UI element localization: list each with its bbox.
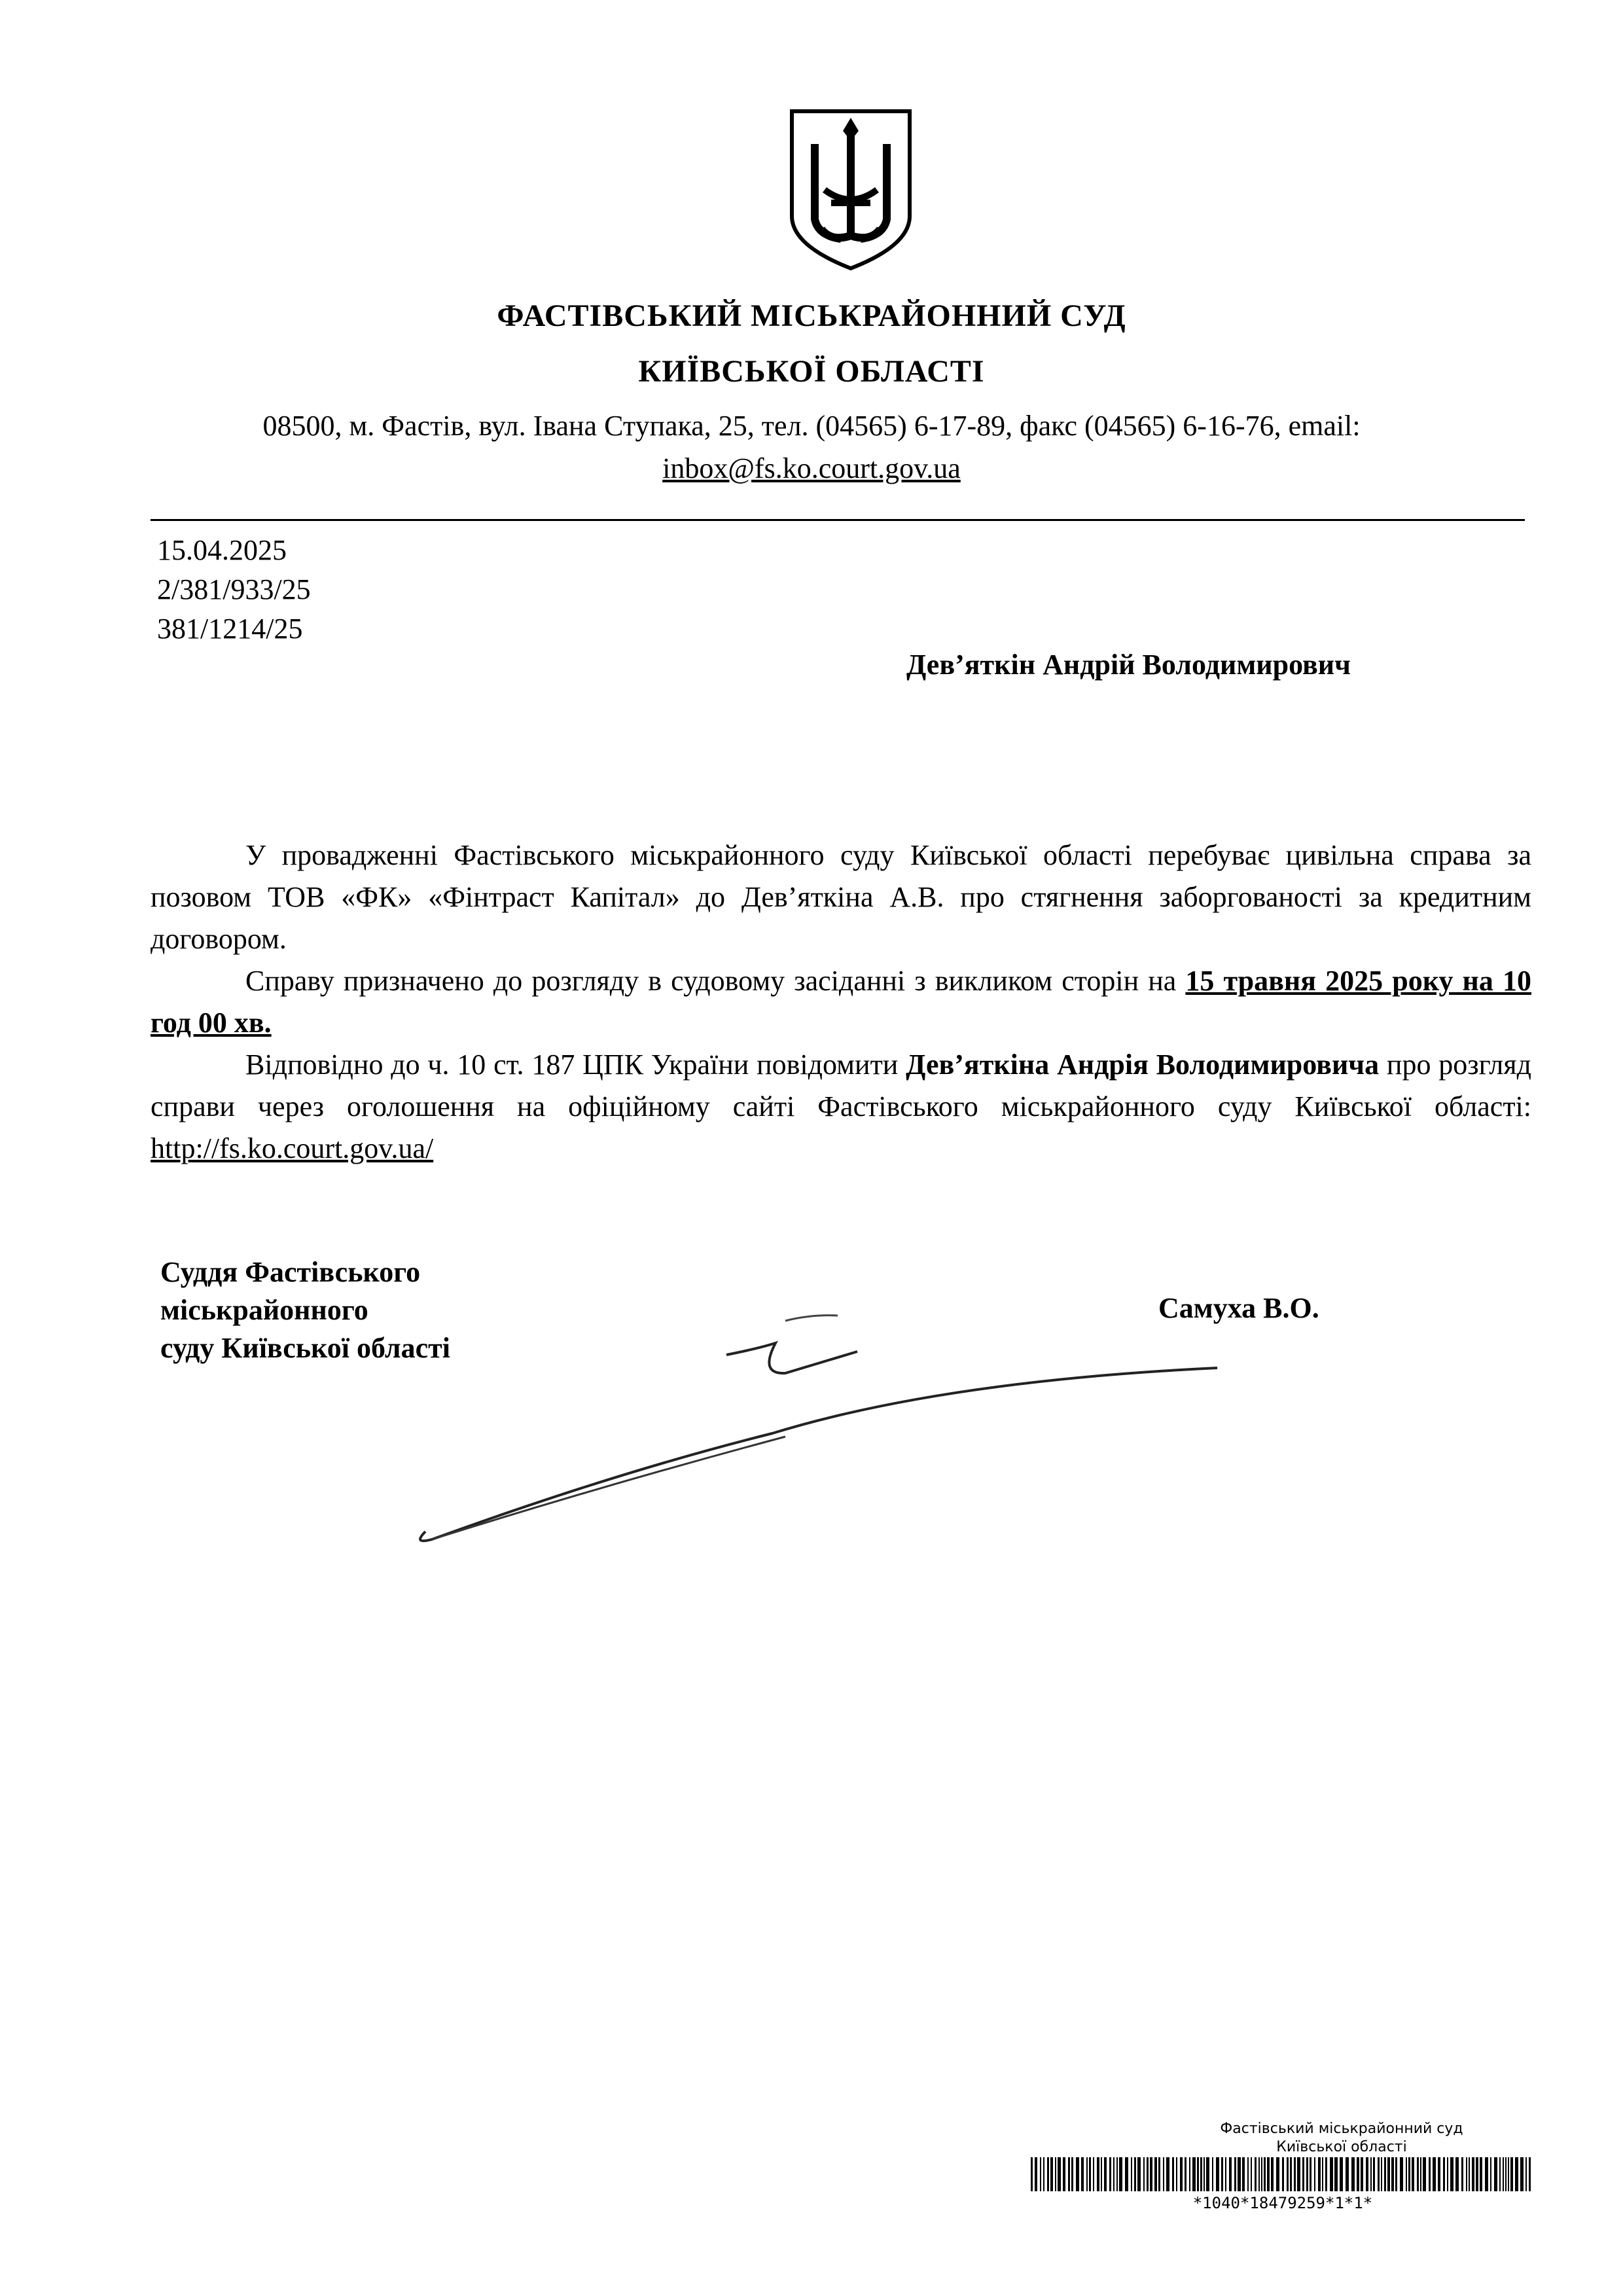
paragraph-3	[151, 1044, 1531, 1170]
handwritten-signature	[419, 1296, 1237, 1571]
document-date: 15.04.2025	[157, 534, 287, 566]
court-name-line1: ФАСТІВСЬКИЙ МІСЬКРАЙОННИЙ СУД	[497, 298, 1126, 333]
judge-title-line3: суду Київської області	[160, 1332, 450, 1364]
coat-of-arms-icon	[785, 105, 916, 272]
paragraph-3-pre: Відповідно до ч. 10 ст. 187 ЦПК України повідомити	[245, 1049, 906, 1081]
email-link[interactable]: inbox@fs.ko.court.gov.ua	[662, 452, 961, 484]
email-line	[0, 452, 1623, 485]
stamp-line1: Фастівський міськрайонний суд	[1220, 2121, 1463, 2137]
paragraph-3-post: про розгляд справи через оголошення на офіційному сайті Фастівського міськрайонного суду Київської області:	[151, 1049, 1532, 1122]
defendant-name: Дев’яткіна Андрія Володимировича	[906, 1049, 1380, 1081]
court-address: 08500, м. Фастів, вул. Івана Ступака, 25, тел. (04565) 6-17-89, факс (04565) 6-16-76, email:	[262, 410, 1361, 442]
judge-title-line2: міськрайонного	[160, 1294, 368, 1326]
paragraph-2	[151, 960, 1531, 1044]
case-number: 2/381/933/25	[157, 573, 311, 605]
judge-name: Самуха В.О.	[1158, 1292, 1319, 1324]
barcode	[1031, 2157, 1535, 2191]
hearing-date: 15 травня 2025 року на 10 год 00 хв.	[151, 965, 1532, 1039]
court-website-link[interactable]: http://fs.ko.court.gov.ua/	[151, 1132, 434, 1164]
court-name-line2: КИЇВСЬКОЇ ОБЛАСТІ	[638, 354, 985, 389]
judge-title-line1: Суддя Фастівського	[160, 1256, 421, 1288]
barcode-number: *1040*18479259*1*1*	[1192, 2194, 1373, 2212]
recipient-name: Дев’яткін Андрій Володимирович	[906, 649, 1351, 681]
header-divider	[151, 519, 1525, 521]
paragraph-1: У провадженні Фастівського міськрайонного суду Київської області перебуває цивільна справа за позовом ТОВ «ФК» «Фінтраст Капітал» до Дев’яткіна А.В. про стягнення заборгованості за кредитним договором.	[151, 839, 1531, 955]
registration-number: 381/1214/25	[157, 613, 303, 645]
paragraph-2-text: Справу призначено до розгляду в судовому засіданні з викликом сторін на	[245, 965, 1186, 997]
stamp-line2: Київської області	[1276, 2139, 1407, 2155]
